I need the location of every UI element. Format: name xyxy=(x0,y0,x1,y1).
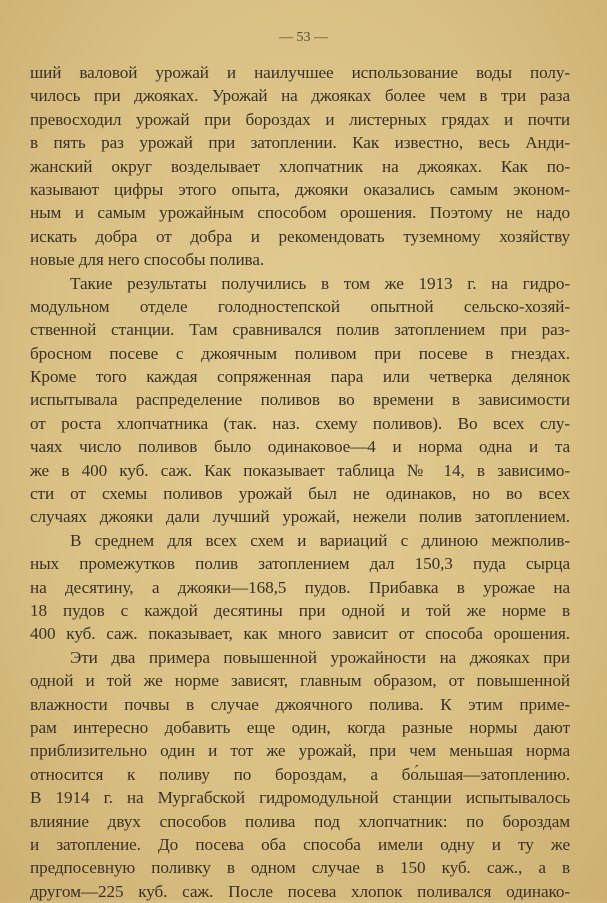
text-line: влияние двух способов полива под хлопчатник: по бороздам xyxy=(30,811,570,831)
text-line: В среднем для всех схем и вариаций с длиною межполив- xyxy=(70,530,570,550)
text-line: превосходил урожай при бороздах и листерных грядах и почти xyxy=(30,109,570,129)
text-line: Такие результаты получились в том же 1913 г. на гидро- xyxy=(70,273,570,293)
text-line: влажности почвы в случае джоячного полива. К этим приме- xyxy=(30,694,570,714)
text-line: чилось при джояках. Урожай на джояках более чем в три раза xyxy=(30,86,570,106)
text-line: другом—225 куб. саж. После посева хлопок поливался одинако- xyxy=(30,881,570,901)
text-line: Эти два примера повышенной урожайности на джояках при xyxy=(70,647,570,667)
text-line: Кроме того каждая сопряженная пара или четверка делянок xyxy=(30,367,570,387)
text-line: ных промежутков полив затоплением дал 150,3 пуда сырца xyxy=(30,554,570,574)
text-line: новые для него способы полива. xyxy=(30,250,265,270)
text-line: чаях число поливов было одинаковое—4 и норма одна и та xyxy=(30,437,570,457)
text-line: относится к поливу по бороздам, а бо́льшая—затоплению. xyxy=(30,764,570,784)
text-line: от роста хлопчатника (так. наз. схему поливов). Во всех слу- xyxy=(30,413,570,433)
text-line: искать добра от добра и рекомендовать туземному хозяйству xyxy=(30,226,570,246)
text-line: 400 куб. саж. показывает, как много зависит от способа орошения. xyxy=(30,624,570,644)
text-line: предпосевную поливку в одном случае в 150 куб. саж., а в xyxy=(30,858,570,878)
page-number: — 53 — xyxy=(279,30,328,45)
text-line: рам интересно добавить еще один, когда разные нормы дают xyxy=(30,717,570,737)
text-line: на десятину, а джояки—168,5 пудов. Прибавка в урожае на xyxy=(30,577,570,597)
text-line: в пять раз урожай при затоплении. Как известно, весь Анди- xyxy=(30,133,570,153)
text-line: бросном посеве с джоячным поливом при посеве в гнездах. xyxy=(30,343,570,363)
text-line: модульном отделе голодностепской опытной сельско-хозяй- xyxy=(30,296,570,316)
text-line: В 1914 г. на Мургабской гидромодульной станции испытывалось xyxy=(30,788,570,808)
text-line: сти от схемы поливов урожай был не одинаков, но во всех xyxy=(30,484,570,504)
text-line: испытывала распределение поливов во времени в зависимости xyxy=(30,390,570,410)
text-line: случаях джояки дали лучший урожай, нежели полив затоплением. xyxy=(30,507,570,527)
text-line: приблизительно один и тот же урожай, при чем меньшая норма xyxy=(30,741,570,761)
text-line: 18 пудов с каждой десятины при одной и той же норме в xyxy=(30,600,570,620)
text-line: же в 400 куб. саж. Как показывает таблица № 14, в зависимо- xyxy=(30,460,570,480)
paragraph xyxy=(30,646,570,903)
text-line: ший валовой урожай и наилучшее использование воды полу- xyxy=(30,63,570,82)
text-line: казывают цифры этого опыта, джояки оказались самым эконом- xyxy=(30,179,570,199)
text-line: жанский округ возделывает хлопчатник на джояках. Как по- xyxy=(30,156,570,176)
body-text xyxy=(30,61,570,903)
text-line: ственной станции. Там сравнивался полив затоплением при раз- xyxy=(30,320,570,340)
text-line: ным и самым урожайным способом орошения. Поэтому не надо xyxy=(30,203,570,223)
paragraph xyxy=(30,529,570,646)
text-line: и затопление. До посева оба способа имели одну и ту же xyxy=(30,834,570,854)
paragraph xyxy=(30,61,570,272)
text-line: одной и той же норме зависят, главным образом, от повышенной xyxy=(30,671,570,691)
paragraph xyxy=(30,272,570,529)
